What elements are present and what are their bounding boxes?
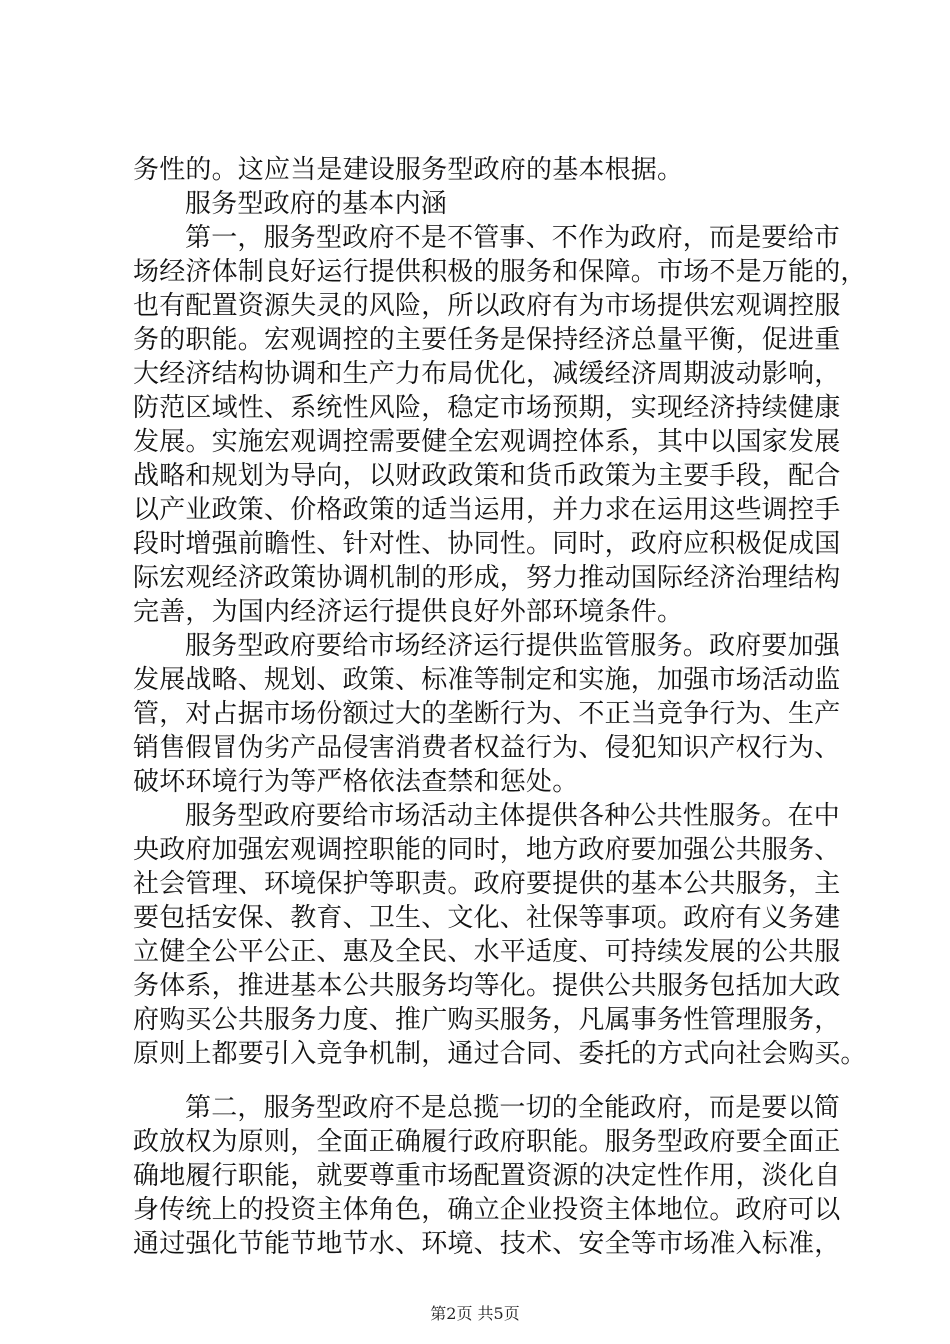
page-number-footer: 第2页 共5页 (430, 1304, 520, 1323)
text-line: 务的职能。宏观调控的主要任务是保持经济总量平衡，促进重 (133, 325, 841, 355)
text-line: 完善，为国内经济运行提供良好外部环境条件。 (133, 597, 684, 627)
text-line: 政放权为原则，全面正确履行政府职能。服务型政府要全面正 (133, 1127, 841, 1157)
text-line: 管，对占据市场份额过大的垄断行为、不正当竞争行为、生产 (133, 699, 841, 729)
text-line: 服务型政府要给市场活动主体提供各种公共性服务。在中 (185, 801, 841, 831)
text-line: 防范区域性、系统性风险，稳定市场预期，实现经济持续健康 (133, 393, 841, 423)
text-line: 务体系，推进基本公共服务均等化。提供公共服务包括加大政 (133, 971, 841, 1001)
text-line: 府购买公共服务力度、推广购买服务，凡属事务性管理服务， (133, 1005, 841, 1035)
text-line: 原则上都要引入竞争机制，通过合同、委托的方式向社会购买。 (133, 1039, 867, 1069)
text-line: 也有配置资源失灵的风险，所以政府有为市场提供宏观调控服 (133, 291, 841, 321)
text-line: 第一，服务型政府不是不管事、不作为政府，而是要给市 (185, 223, 841, 253)
text-line: 立健全公平公正、惠及全民、水平适度、可持续发展的公共服 (133, 937, 841, 967)
text-line: 大经济结构协调和生产力布局优化，减缓经济周期波动影响， (133, 359, 841, 389)
text-line: 务性的。这应当是建设服务型政府的基本根据。 (133, 155, 684, 185)
text-line: 战略和规划为导向，以财政政策和货币政策为主要手段，配合 (133, 461, 841, 491)
text-line: 发展。实施宏观调控需要健全宏观调控体系，其中以国家发展 (133, 427, 841, 457)
text-line: 社会管理、环境保护等职责。政府要提供的基本公共服务，主 (133, 869, 841, 899)
text-line: 段时增强前瞻性、针对性、协同性。同时，政府应积极促成国 (133, 529, 841, 559)
text-line: 确地履行职能，就要尊重市场配置资源的决定性作用，淡化自 (133, 1161, 841, 1191)
text-line: 服务型政府要给市场经济运行提供监管服务。政府要加强 (185, 631, 841, 661)
text-line: 销售假冒伪劣产品侵害消费者权益行为、侵犯知识产权行为、 (133, 733, 841, 763)
text-line: 际宏观经济政策协调机制的形成，努力推动国际经济治理结构 (133, 563, 841, 593)
text-line: 央政府加强宏观调控职能的同时，地方政府要加强公共服务、 (133, 835, 841, 865)
text-line: 破坏环境行为等严格依法查禁和惩处。 (133, 767, 579, 797)
text-line: 第二，服务型政府不是总揽一切的全能政府，而是要以简 (185, 1093, 841, 1123)
text-line: 以产业政策、价格政策的适当运用，并力求在运用这些调控手 (133, 495, 841, 525)
text-line: 通过强化节能节地节水、环境、技术、安全等市场准入标准， (133, 1229, 841, 1259)
text-line: 身传统上的投资主体角色，确立企业投资主体地位。政府可以 (133, 1195, 841, 1225)
text-line: 场经济体制良好运行提供积极的服务和保障。市场不是万能的， (133, 257, 867, 287)
section-heading: 服务型政府的基本内涵 (185, 189, 448, 219)
text-line: 发展战略、规划、政策、标准等制定和实施，加强市场活动监 (133, 665, 841, 695)
text-line: 要包括安保、教育、卫生、文化、社保等事项。政府有义务建 (133, 903, 841, 933)
